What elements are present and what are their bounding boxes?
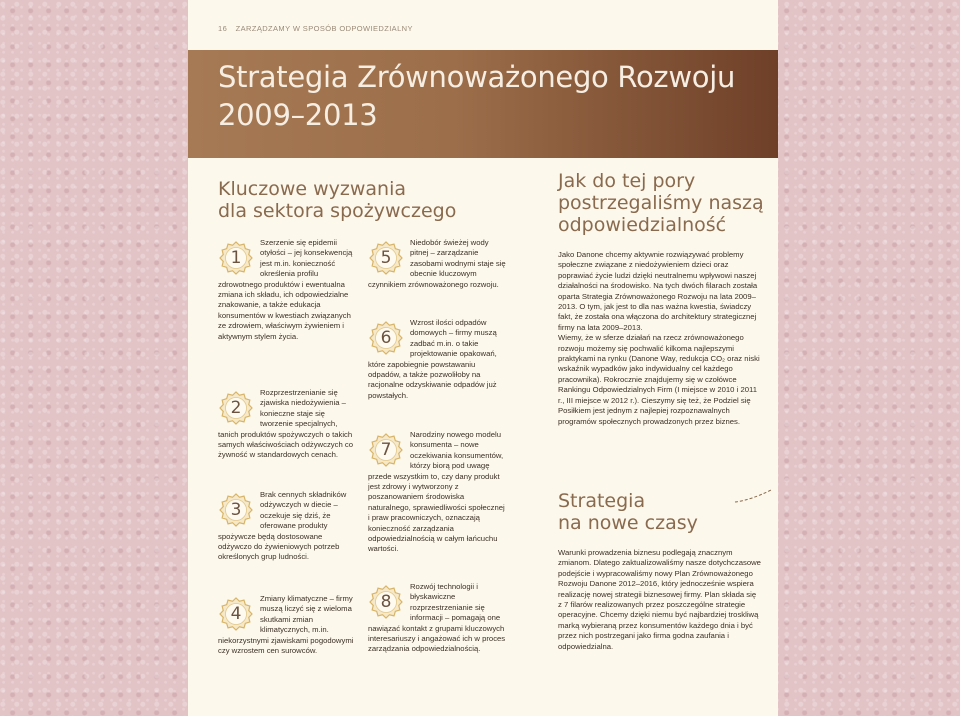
challenge-text: Narodziny nowego modelu konsumenta – nowe oczekiwania konsumentów, którzy biorą pod uwagę przede wszystkim to, czy dany produkt jest zdrowy i wytworzony z poszanowaniem środowiska naturalnego, sprawiedliwości społecznej i praw pracowniczych, oznaczają konieczność zarządzania odpowiedzialnością w całym łańcuchu wartości.	[368, 430, 505, 554]
gear-badge-icon: 7	[368, 432, 404, 468]
challenge-item	[218, 490, 358, 563]
gear-badge-icon: 6	[368, 320, 404, 356]
challenge-text: Wzrost ilości odpadów domowych – firmy muszą zadbać m.in. o takie projektowanie opakowań, które zapobiegnie powstawaniu odpadów, a także pozwoliłoby na racjonalne odzyskiwanie odpadów już powstałych.	[368, 318, 497, 400]
gear-badge-icon: 2	[218, 390, 254, 426]
gear-badge-icon: 1	[218, 240, 254, 276]
page-title: Strategia Zrównoważonego Rozwoju	[218, 60, 736, 94]
section-name: ZARZĄDZAMY W SPOSÓB ODPOWIEDZIALNY	[235, 24, 413, 33]
challenge-item	[218, 238, 358, 342]
responsibility-text	[558, 250, 762, 427]
gear-badge-icon: 3	[218, 492, 254, 528]
page-number: 16	[218, 24, 228, 33]
challenge-item	[368, 430, 508, 555]
paragraph: Warunki prowadzenia biznesu podlegają znacznym zmianom. Dlatego zaktualizowaliśmy nasze dotychczasowe podejście i wypracowaliśmy nowy Plan Zrównoważonego Rozwoju Danone 2012–2016, który jednocześnie wspiera realizację nowej strategii biznesowej firmy. Plan składa się z 7 filarów realizowanych przez poszczególne strategie operacyjne. Chcemy dzięki niemu być najbardziej troskliwą marką wybieraną przez konsumentów każdego dnia i być przez nich postrzegani jako firma godna zaufania i odpowiedzialna.	[558, 548, 761, 651]
challenge-item	[368, 238, 508, 290]
document-page	[188, 0, 778, 716]
paragraph: Jako Danone chcemy aktywnie rozwiązywać problemy społeczne związane z niedożywieniem dzieci oraz poprawiać życie ludzi dzięki neutralnemu wpływowi naszej działalności na środowisko. Na tych dwóch filarach została oparta Strategia Zrównoważonego Rozwoju na lata 2009–2013. O tym, jak jest to dla nas ważna kwestia, świadczy fakt, że została ona włączona do architektury strategicznej firmy na lata 2009–2013.	[558, 250, 758, 332]
challenges-heading: Kluczowe wyzwania dla sektora spożywczego	[218, 178, 457, 222]
page-title-years: 2009–2013	[218, 98, 378, 132]
running-header	[218, 24, 413, 33]
strategy-heading: Strategia na nowe czasy	[558, 490, 698, 534]
gear-badge-icon: 5	[368, 240, 404, 276]
dashed-swoosh-decoration	[733, 488, 773, 504]
challenge-text: Zmiany klimatyczne – firmy muszą liczyć się z wieloma skutkami zmian klimatycznych, m.in. niekorzystnymi zjawiskami pogodowymi czy wzrostem cen surowców.	[218, 594, 354, 656]
challenge-text: Rozprzestrzenianie się zjawiska niedożywienia – konieczne staje się tworzenie specjalnych, tanich produktów spożywczych o takich samych właściwościach odżywczych co żywność w standardowych cenach.	[218, 388, 354, 460]
responsibility-heading: Jak do tej pory postrzegaliśmy naszą odpowiedzialność	[558, 170, 764, 236]
challenge-item	[368, 582, 508, 655]
title-banner	[188, 50, 778, 158]
challenge-item	[218, 594, 358, 656]
challenge-text: Niedobór świeżej wody pitnej – zarządzanie zasobami wodnymi staje się obecnie kluczowym czynnikiem zrównoważonego rozwoju.	[368, 238, 506, 289]
challenge-text: Rozwój technologii i błyskawiczne rozprzestrzenianie się informacji – pomagają one nawiązać kontakt z grupami kluczowych interesariuszy i angażować ich w proces zarządzania odpowiedzialnością.	[368, 582, 506, 654]
challenge-item	[218, 388, 358, 461]
challenge-text: Brak cennych składników odżywczych w diecie – oczekuje się dziś, że oferowane produkty spożywcze będą dostosowane odżywczo do żywieniowych potrzeb określonych grup ludności.	[218, 490, 347, 562]
challenge-item	[368, 318, 508, 401]
strategy-text	[558, 548, 762, 652]
challenge-text: Szerzenie się epidemii otyłości – jej konsekwencją jest m.in. konieczność określenia profilu zdrowotnego produktów i ewentualna zmiana ich składu, ich odpowiedzialne znakowanie, a także edukacja konsumentów w kwestiach związanych ze zdrowiem, właściwym żywieniem i aktywnym stylem życia.	[218, 238, 353, 341]
paragraph: Wiemy, że w sferze działań na rzecz zrównoważonego rozwoju możemy się pochwalić kilkoma najlepszymi praktykami na rynku (Danone Way, redukcja CO₂ oraz niski wskaźnik wypadków jako indywidualny cel każdego pracownika). Rokrocznie znajdujemy się w czołówce Rankingu Odpowiedzialnych Firm (I miejsce w 2010 i 2011 r., III miejsce w 2012 r.). Cieszymy się też, że Podziel się Posiłkiem jest jednym z najlepiej rozpoznawalnych programów społecznych prowadzonych przez biznes.	[558, 333, 760, 426]
gear-badge-icon: 8	[368, 584, 404, 620]
gear-badge-icon: 4	[218, 596, 254, 632]
